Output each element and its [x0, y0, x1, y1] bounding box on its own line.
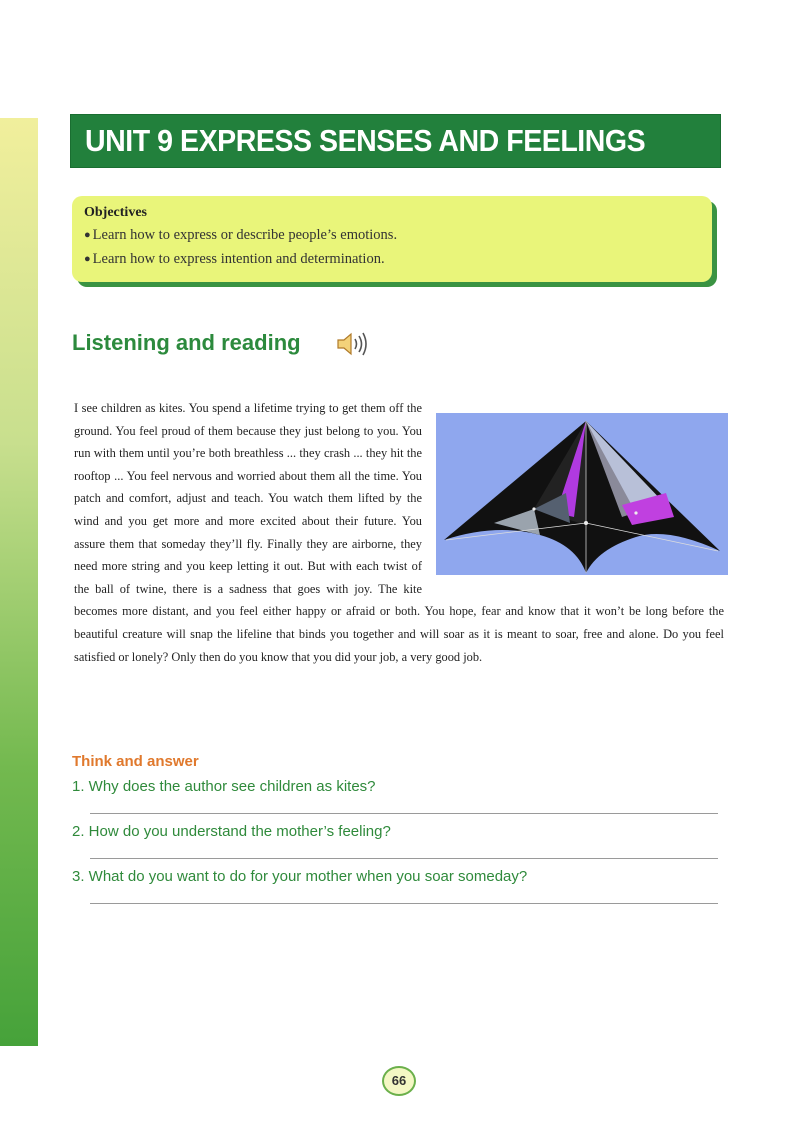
question-1: 1. Why does the author see children as kites? — [72, 778, 376, 795]
think-heading: Think and answer — [72, 753, 199, 770]
unit-title: UNIT 9 EXPRESS SENSES AND FEELINGS — [85, 123, 646, 158]
decorative-side-bar — [0, 118, 38, 1046]
unit-banner — [71, 115, 720, 167]
answer-line-3[interactable] — [90, 903, 718, 904]
objective-item — [84, 251, 385, 268]
reading-passage — [74, 397, 724, 668]
bullet-icon: ● — [84, 253, 91, 265]
kite-image — [436, 413, 728, 575]
objective-text: Learn how to express intention and determination. — [92, 251, 385, 267]
objective-item — [84, 227, 397, 244]
question-3: 3. What do you want to do for your mother when you soar someday? — [72, 868, 528, 885]
answer-line-2[interactable] — [90, 858, 718, 859]
section-heading: Listening and reading — [72, 330, 301, 355]
objectives-box — [72, 196, 712, 282]
question-2: 2. How do you understand the mother’s feeling? — [72, 823, 391, 840]
bullet-icon: ● — [84, 229, 91, 241]
answer-line-1[interactable] — [90, 813, 718, 814]
page-number: 66 — [382, 1066, 416, 1096]
speaker-icon[interactable] — [336, 331, 368, 357]
objectives-title: Objectives — [84, 205, 147, 220]
passage-text: I see children as kites. You spend a lifetime trying to get them off the ground. You feel proud of them because they just belong to you. You run with them until you’re both breathless ... they crash ... they hit the rooftop ... You feel nervous and worried about them all the time. You patch and comfort, adjust and teach. You watch them lifted by the wind and you get more and more excited about their future. You assure them that someday they’ll fly. Finally they are airborne, they need more string and you keep letting it out. But with each twist of the ball of twine, there is a sadness that goes with joy. The kite becomes more distant, and you feel either happy or afraid or both. You hope, fear and know that it won’t be long before the beautiful creature will snap the lifeline that binds you together and will soar as it is meant to soar, free and alone. Do you feel satisfied or lonely? Only then do you know that you did your job, a very good job. — [74, 401, 724, 664]
objective-text: Learn how to express or describe people’s emotions. — [92, 227, 398, 243]
